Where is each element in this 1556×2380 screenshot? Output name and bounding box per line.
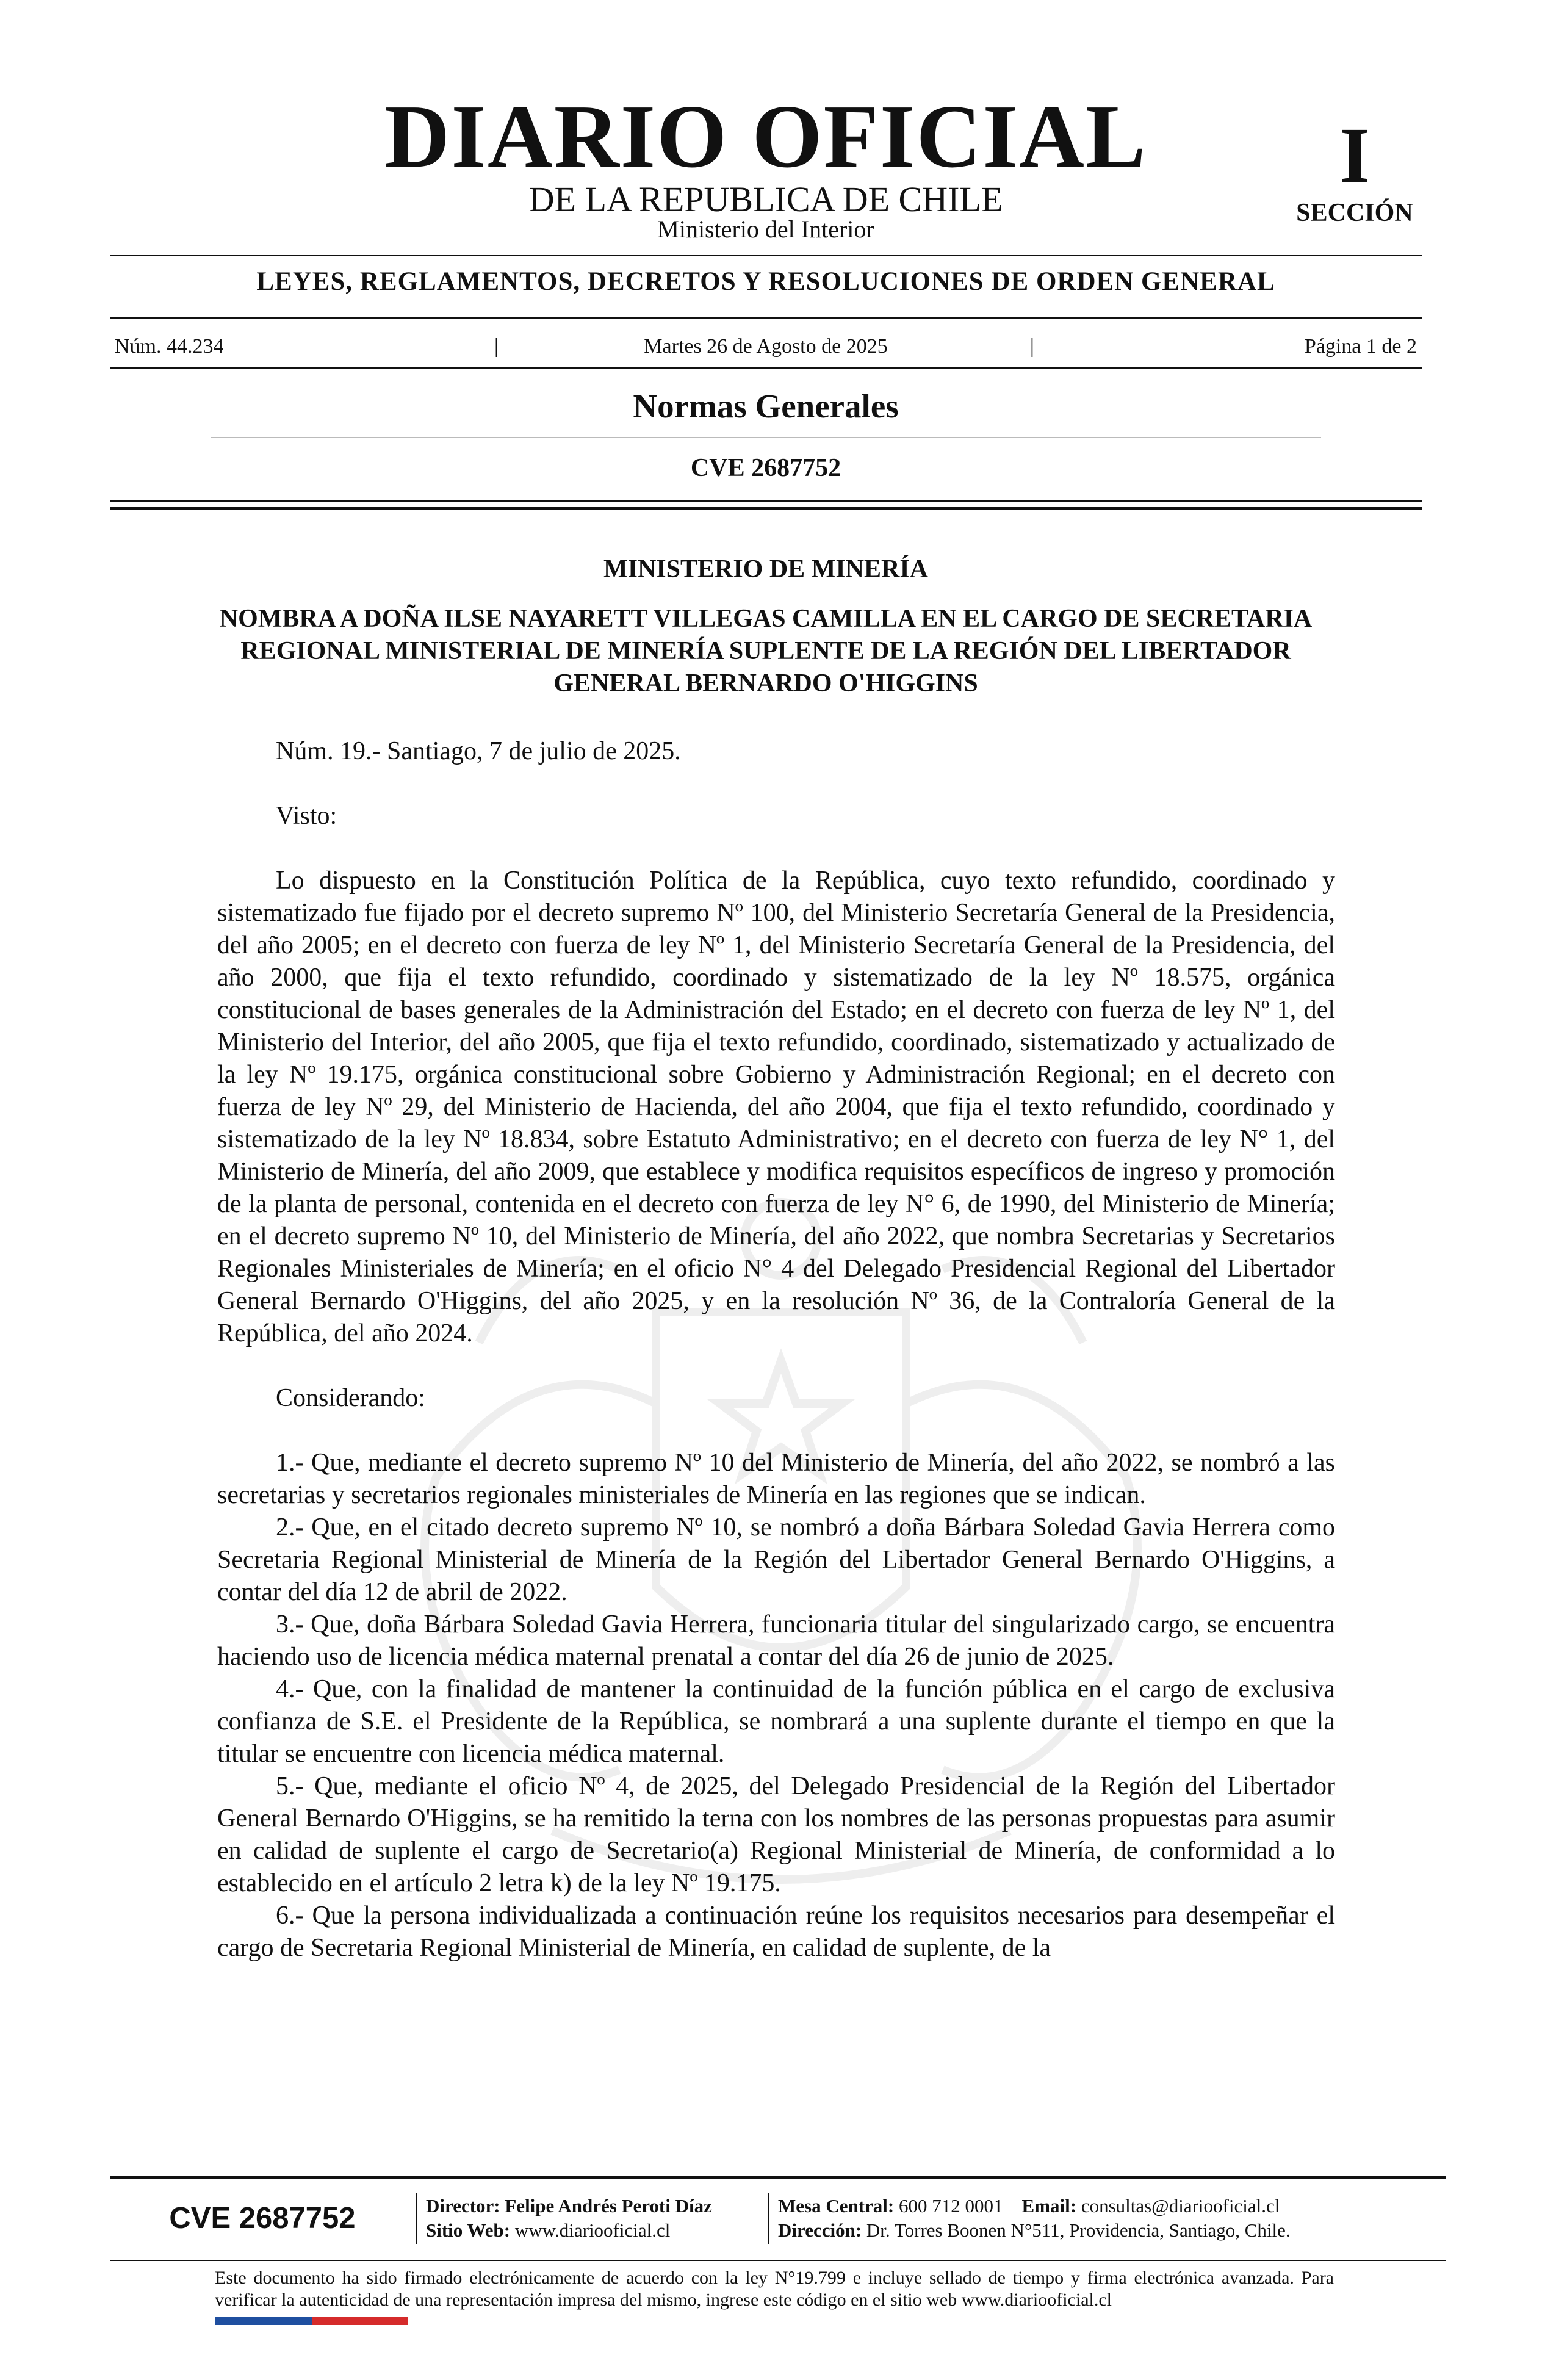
- footer-divider: [110, 2176, 1446, 2179]
- category-heading: LEYES, REGLAMENTOS, DECRETOS Y RESOLUCIONES DE ORDEN GENERAL: [256, 267, 1275, 296]
- masthead-divider: [110, 255, 1422, 256]
- issue-date: Martes 26 de Agosto de 2025: [644, 335, 888, 358]
- section-divider: [211, 437, 1321, 438]
- considerando-item: 2.- Que, en el citado decreto supremo Nº 10, se nombró a doña Bárbara Soledad Gavia Herrera como Secretaria Regional Ministerial de Minería de la Región del Libertador General Bernardo O'Higgins, a contar del día 12 de abril de 2022.: [217, 1513, 1335, 1606]
- chile-flag-bar-icon: [215, 2317, 408, 2325]
- address-label: Dirección:: [778, 2220, 862, 2241]
- considerando-item: 4.- Que, con la finalidad de mantener la continuidad de la función pública en el cargo de exclusiva confianza de S.E. el Presidente de la República, se nombrará a una suplente durante el tiempo en que la titular se encuentre con licencia médica maternal.: [217, 1675, 1335, 1768]
- footer-cve: [110, 2188, 415, 2249]
- flag-blue-segment: [215, 2317, 312, 2325]
- issue-separator: |: [494, 335, 499, 358]
- visto-paragraph: Lo dispuesto en la Constitución Política de la República, cuyo texto refundido, coordinado y sistematizado fue fijado por el decreto supremo Nº 100, del Ministerio Secretaría General de la Presidencia, del año 2005; en el decreto con fuerza de ley Nº 1, del Ministerio Secretaría General de la Presidencia, del año 2000, que fija el texto refundido, coordinado y sistematizado de la ley Nº 18.575, orgánica constitucional de bases generales de la Administración del Estado; en el decreto con fuerza de ley Nº 1, del Ministerio del Interior, del año 2005, que fija el texto refundido, coordinado, sistematizado y actualizado de la ley Nº 19.175, orgánica constitucional sobre Gobierno y Administración Regional; en el decreto con fuerza de ley Nº 29, del Ministerio de Hacienda, del año 2004, que fija el texto refundido, coordinado y sistematizado de la ley Nº 18.834, sobre Estatuto Administrativo; en el decreto con fuerza de ley N° 1, del Ministerio de Minería, del año 2009, que establece y modifica requisitos específicos de ingreso y promoción de la planta de personal, contenida en el decreto con fuerza de ley N° 6, de 1990, del Ministerio de Minería; en el decreto supremo Nº 10, del Ministerio de Minería, del año 2022, que nombra Secretarias y Secretarios Regionales Ministeriales de Minería; en el oficio N° 4 del Delegado Presidencial Regional del Libertador General Bernardo O'Higgins, del año 2025, y en la resolución Nº 36, de la Contraloría General de la República, del año 2024.: [217, 867, 1335, 1347]
- footer-separator: [768, 2193, 769, 2244]
- issue-page: Página 1 de 2: [1304, 335, 1417, 358]
- document-body: [217, 735, 1335, 1964]
- header-divider-thick: [110, 507, 1422, 510]
- footer-cve-code: CVE 2687752: [169, 2202, 356, 2235]
- issue-info-bar: [110, 334, 1422, 359]
- considerando-item: 5.- Que, mediante el oficio Nº 4, de 2025, del Delegado Presidencial de la Región del Libertador General Bernardo O'Higgins, se ha remitido la terna con los nombres de las personas propuestas para asumir en calidad de suplente el cargo de Secretario(a) Regional Ministerial de Minería, de conformidad a lo establecido en el artículo 2 letra k) de la ley Nº 19.175.: [217, 1772, 1335, 1897]
- considerando-item: 3.- Que, doña Bárbara Soledad Gavia Herrera, funcionaria titular del singularizado cargo, se encuentra haciendo uso de licencia médica maternal prenatal a contar del día 26 de junio de 2025.: [217, 1610, 1335, 1671]
- issue-separator: |: [1030, 335, 1034, 358]
- header-divider: [110, 500, 1422, 502]
- issue-divider: [110, 367, 1422, 369]
- footer-contact-column: [778, 2194, 1291, 2243]
- considerando-heading: Considerando:: [276, 1384, 425, 1412]
- phone-number: 600 712 0001: [899, 2195, 1003, 2216]
- email-label: Email:: [1021, 2195, 1077, 2216]
- issue-number: Núm. 44.234: [115, 335, 224, 358]
- address-value: Dr. Torres Boonen N°511, Providencia, Santiago, Chile.: [866, 2220, 1291, 2241]
- flag-red-segment: [312, 2317, 408, 2325]
- masthead: [110, 87, 1422, 250]
- section-heading: Normas Generales: [633, 388, 899, 425]
- cve-code: CVE 2687752: [690, 454, 841, 482]
- section-label: SECCIÓN: [1296, 199, 1413, 227]
- newspaper-title: DIARIO OFICIAL: [384, 87, 1147, 187]
- publisher-ministry: Ministerio del Interior: [657, 215, 874, 243]
- category-divider: [110, 317, 1422, 319]
- considerando-item: 6.- Que la persona individualizada a continuación reúne los requisitos necesarios para desempeñar el cargo de Secretaria Regional Ministerial de Minería, en calidad de suplente, de la: [217, 1902, 1335, 1962]
- website-link[interactable]: www.diariooficial.cl: [514, 2220, 671, 2241]
- website-label: Sitio Web:: [426, 2220, 511, 2241]
- section-numeral: I: [1339, 112, 1371, 200]
- footer-separator: [416, 2193, 417, 2244]
- footer-bottom-divider: [110, 2260, 1446, 2261]
- signature-notice: Este documento ha sido firmado electrónicamente de acuerdo con la ley N°19.799 e incluye sellado de tiempo y firma electrónica avanzada. Para verificar la autenticidad de una representación impresa del mismo, ingrese este código en el sitio web www.diariooficial.cl: [215, 2268, 1334, 2310]
- director-label: Director:: [426, 2195, 500, 2216]
- footer: [110, 2188, 1446, 2255]
- considerando-item: 1.- Que, mediante el decreto supremo Nº 10 del Ministerio de Minería, del año 2022, se nombró a las secretarias y secretarios regionales ministeriales de Minería en las regiones que se indican.: [217, 1449, 1335, 1509]
- phone-label: Mesa Central:: [778, 2195, 895, 2216]
- issuing-ministry: MINISTERIO DE MINERÍA: [603, 555, 929, 583]
- email-link[interactable]: consultas@diariooficial.cl: [1081, 2195, 1280, 2216]
- director-name: Felipe Andrés Peroti Díaz: [505, 2195, 712, 2216]
- newspaper-subtitle: DE LA REPUBLICA DE CHILE: [528, 179, 1003, 219]
- decree-line: Núm. 19.- Santiago, 7 de julio de 2025.: [276, 737, 681, 765]
- footer-director-column: [426, 2194, 712, 2243]
- visto-heading: Visto:: [276, 802, 337, 830]
- document-title: NOMBRA A DOÑA ILSE NAYARETT VILLEGAS CAMILLA EN EL CARGO DE SECRETARIA REGIONAL MINISTERIAL DE MINERÍA SUPLENTE DE LA REGIÓN DEL LIBERTADOR GENERAL BERNARDO O'HIGGINS: [219, 605, 1313, 698]
